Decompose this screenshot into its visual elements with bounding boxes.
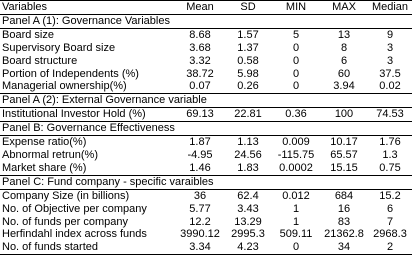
min-cell: 0.009 (282, 136, 310, 149)
column-header-min: MIN (272, 1, 320, 15)
sd-cell: 13.29 (234, 215, 262, 228)
median-cell: 74.53 (376, 108, 404, 121)
mean-cell: 3.32 (189, 54, 211, 67)
min-cell: 0 (272, 241, 320, 254)
median-cell: 1.3 (382, 148, 398, 161)
max-cell: 65.57 (330, 148, 358, 161)
variable-label: Portion of Independents (%) (2, 67, 139, 80)
variable-label: Company Size (in billions) (2, 189, 130, 202)
sd-cell: 1.13 (237, 136, 259, 149)
table-row (0, 80, 412, 93)
mean-cell: 0.07 (189, 80, 211, 93)
median-cell: 15.2 (379, 189, 401, 202)
panel-title: Panel A (2): External Governance variable (0, 94, 412, 108)
sd-cell: 5.98 (237, 67, 259, 80)
variable-label: Board size (2, 28, 54, 41)
variable-label: Herfindahl index across funds (2, 228, 147, 241)
max-cell: 8 (340, 41, 348, 54)
max-cell: 83 (337, 215, 351, 228)
table-row (0, 68, 412, 81)
sd-cell: 22.81 (234, 108, 262, 121)
min-cell: 0 (292, 80, 300, 93)
column-header-sd: SD (224, 1, 272, 15)
max-cell: 16 (337, 202, 351, 215)
mean-cell: 1.87 (189, 136, 211, 149)
variable-label: Board structure (2, 54, 78, 67)
variable-label: Institutional Investor Hold (%) (2, 108, 146, 121)
mean-cell: 3.68 (189, 41, 211, 54)
mean-cell: 5.77 (189, 202, 211, 215)
table-row (0, 136, 412, 149)
header-row (0, 1, 412, 15)
table-row (0, 203, 412, 216)
column-header-variables: Variables (0, 1, 176, 15)
panel-title-row (0, 14, 412, 28)
median-cell: 37.5 (379, 67, 401, 80)
max-cell: 10.17 (330, 136, 358, 149)
table-row (0, 241, 412, 254)
panel-title-row (0, 122, 412, 136)
table-row (0, 108, 412, 122)
column-header-mean: Mean (176, 1, 224, 15)
median-cell: 3 (386, 41, 394, 54)
sd-cell: 0.26 (237, 80, 259, 93)
table-row (0, 162, 412, 175)
median-cell: 9 (386, 28, 394, 41)
min-cell: 0 (292, 67, 300, 80)
variable-label: Managerial ownership(%) (2, 80, 127, 93)
mean-cell: 12.2 (189, 215, 211, 228)
table-row (0, 28, 412, 41)
variable-label: Expense ratio(%) (2, 136, 87, 149)
median-cell: 0.02 (379, 80, 401, 93)
sd-cell: 24.56 (234, 148, 262, 161)
min-cell: -115.75 (277, 148, 315, 161)
panel-title: Panel A (1): Governance Variables (0, 14, 412, 28)
variable-label: Supervisory Board size (2, 41, 116, 54)
sd-cell: 3.43 (237, 202, 259, 215)
panel-title-row (0, 175, 412, 189)
variable-label: No. of funds per company (2, 215, 128, 228)
median-cell: 0.75 (379, 161, 401, 174)
panel-title: Panel B: Governance Effectiveness (0, 122, 412, 136)
column-header-max: MAX (320, 1, 368, 15)
median-cell: 1.76 (379, 136, 401, 149)
column-header-median: Median (368, 1, 412, 15)
min-cell: 1 (292, 202, 300, 215)
max-cell: 21362.8 (324, 228, 364, 241)
median-cell: 2 (368, 241, 412, 254)
variable-label: No. of funds started (0, 241, 176, 254)
table-body (0, 1, 412, 255)
min-cell: 0.0002 (279, 161, 313, 174)
variable-label: No. of Objective per company (2, 202, 147, 215)
max-cell: 6 (340, 54, 348, 67)
median-cell: 7 (386, 215, 394, 228)
max-cell: 15.15 (330, 161, 358, 174)
min-cell: 0 (292, 54, 300, 67)
sd-cell: 2995.3 (231, 228, 265, 241)
sd-cell: 1.83 (237, 161, 259, 174)
min-cell: 5 (292, 28, 300, 41)
mean-cell: 69.13 (186, 108, 214, 121)
sd-cell: 1.37 (237, 41, 259, 54)
panel-title-row (0, 94, 412, 108)
max-cell: 100 (334, 108, 354, 121)
mean-cell: 3.34 (176, 241, 224, 254)
max-cell: 60 (337, 67, 351, 80)
variable-label: Abnormal retrun(%) (2, 148, 98, 161)
max-cell: 3.94 (333, 80, 355, 93)
table-row (0, 42, 412, 55)
sd-cell: 62.4 (237, 189, 259, 202)
median-cell: 6 (386, 202, 394, 215)
table-row (0, 216, 412, 229)
max-cell: 13 (337, 28, 351, 41)
mean-cell: 3990.12 (180, 228, 220, 241)
mean-cell: 36 (193, 189, 207, 202)
variable-label: Market share (%) (2, 161, 87, 174)
median-cell: 3 (386, 54, 394, 67)
sd-cell: 0.58 (237, 54, 259, 67)
table-row (0, 55, 412, 68)
table-row (0, 228, 412, 241)
min-cell: 0 (292, 41, 300, 54)
mean-cell: 38.72 (186, 67, 214, 80)
max-cell: 34 (320, 241, 368, 254)
sd-cell: 4.23 (224, 241, 272, 254)
sd-cell: 1.57 (237, 28, 259, 41)
table-row (0, 149, 412, 162)
min-cell: 0.36 (285, 108, 307, 121)
min-cell: 509.11 (279, 228, 313, 241)
panel-title: Panel C: Fund company - specific varaibles (0, 175, 412, 189)
table-row (0, 189, 412, 202)
min-cell: 0.012 (282, 189, 310, 202)
mean-cell: -4.95 (187, 148, 213, 161)
mean-cell: 8.68 (189, 28, 211, 41)
median-cell: 2968.3 (373, 228, 407, 241)
min-cell: 1 (292, 215, 300, 228)
mean-cell: 1.46 (189, 161, 211, 174)
max-cell: 684 (334, 189, 354, 202)
